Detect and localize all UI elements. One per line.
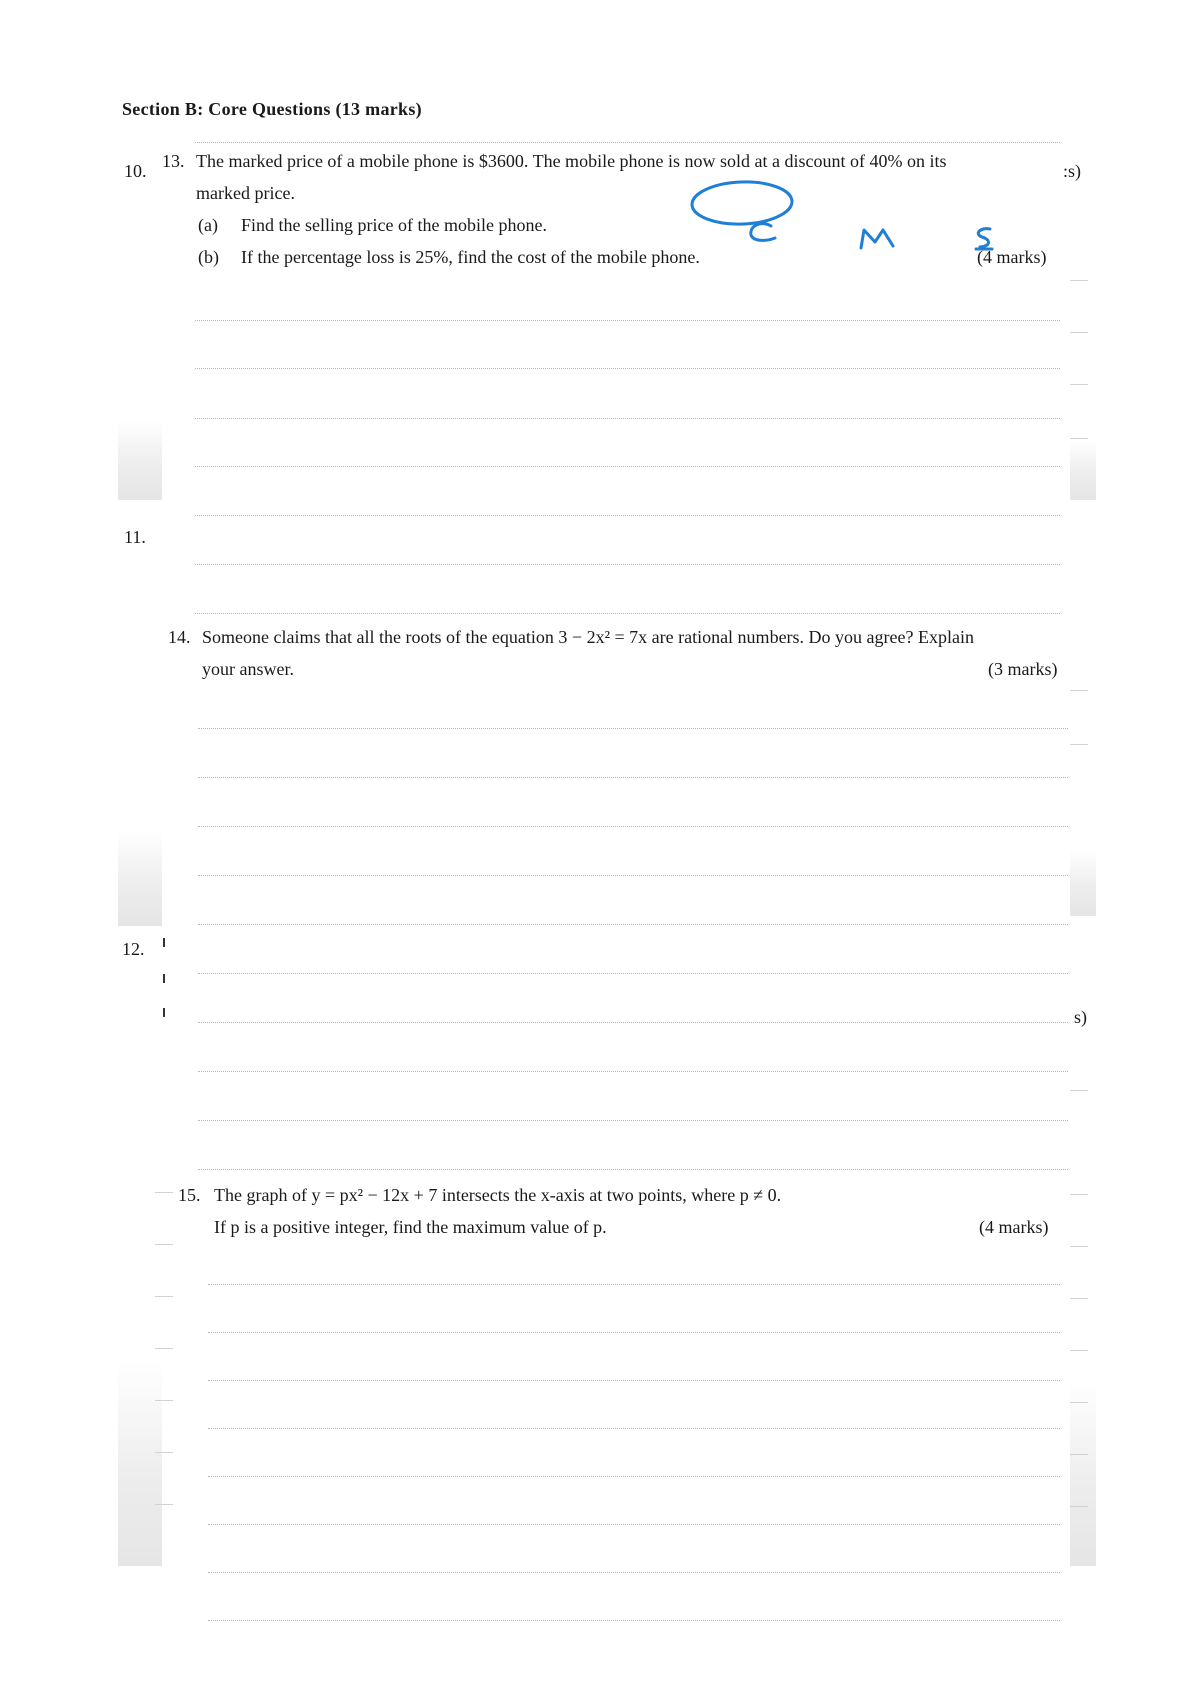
page-shadow-left [118, 1360, 162, 1566]
edge-tick [1070, 384, 1088, 385]
edge-tick [155, 1452, 173, 1453]
answer-line [208, 1524, 1060, 1525]
answer-line [195, 320, 1060, 321]
answer-line [195, 466, 1060, 467]
answer-line [198, 728, 1068, 729]
edge-tick [1070, 1246, 1088, 1247]
scan-mark [163, 1008, 165, 1017]
page-shadow-left [118, 420, 162, 500]
answer-line [208, 1428, 1060, 1429]
handwritten-letter-s [970, 224, 1000, 254]
handwritten-letter-m [857, 224, 901, 254]
answer-line [198, 973, 1068, 974]
q13-part-b-text: If the percentage loss is 25%, find the cost of the mobile phone. [241, 247, 700, 267]
edge-tick [1070, 744, 1088, 745]
margin-fragment: :s) [1063, 161, 1081, 181]
answer-line [195, 613, 1060, 614]
answer-line [198, 777, 1068, 778]
edge-tick [155, 1296, 173, 1297]
scan-mark [163, 974, 165, 983]
page-shadow-right [1070, 850, 1096, 916]
margin-number: 11. [124, 527, 146, 547]
answer-line [195, 418, 1060, 419]
page-shadow-left [118, 830, 162, 926]
margin-fragment: s) [1074, 1007, 1087, 1027]
edge-tick [155, 1244, 173, 1245]
q13-part-a-label: (a) [198, 215, 218, 235]
q14-text-line2: your answer. [202, 659, 294, 679]
edge-tick [1070, 1350, 1088, 1351]
handwritten-letter-c-stroke [743, 218, 783, 248]
edge-tick [1070, 1454, 1088, 1455]
edge-tick [1070, 280, 1088, 281]
edge-tick [155, 1348, 173, 1349]
answer-line [198, 924, 1068, 925]
answer-line [198, 1120, 1068, 1121]
answer-line [208, 1572, 1060, 1573]
edge-tick [1070, 690, 1088, 691]
handwritten-letter-m-stroke [857, 224, 901, 254]
q14-marks: (3 marks) [988, 659, 1058, 679]
q15-text-line2: If p is a positive integer, find the maximum value of p. [214, 1217, 607, 1237]
margin-number: 12. [122, 939, 145, 959]
answer-line [195, 368, 1060, 369]
edge-tick [1070, 1090, 1088, 1091]
edge-tick [155, 1192, 173, 1193]
handwritten-letter-s-stroke [970, 224, 1000, 254]
answer-line [208, 1380, 1060, 1381]
answer-line [208, 1476, 1060, 1477]
q13-part-b-label: (b) [198, 247, 219, 267]
edge-tick [1070, 1298, 1088, 1299]
page-shadow-right [1070, 1380, 1096, 1566]
answer-line [198, 875, 1068, 876]
answer-line [198, 1071, 1068, 1072]
answer-line [208, 1284, 1060, 1285]
edge-tick [1070, 438, 1088, 439]
edge-tick [1070, 1194, 1088, 1195]
q15-marks: (4 marks) [979, 1217, 1049, 1237]
scan-mark [163, 938, 165, 947]
edge-tick [1070, 332, 1088, 333]
page-shadow-right [1070, 440, 1096, 500]
q13-text-line1: The marked price of a mobile phone is $3600. The mobile phone is now sold at a discount of 40% on its [196, 151, 947, 171]
answer-line [198, 1169, 1068, 1170]
section-title: Section B: Core Questions (13 marks) [122, 99, 422, 119]
q14-text-line1: Someone claims that all the roots of the equation 3 − 2x² = 7x are rational numbers. Do you agree? Explain [202, 627, 974, 647]
q13-text-line2: marked price. [196, 183, 295, 203]
q13-marks: (4 marks) [977, 247, 1047, 267]
margin-number: 10. [124, 161, 147, 181]
handwritten-letter-c [743, 218, 783, 248]
answer-line [198, 826, 1068, 827]
answer-line [195, 515, 1060, 516]
header-rule [195, 142, 1060, 143]
q15-number: 15. [178, 1185, 201, 1205]
edge-tick [1070, 1506, 1088, 1507]
q13-number: 13. [162, 151, 185, 171]
edge-tick [1070, 1402, 1088, 1403]
answer-line [208, 1620, 1060, 1621]
answer-line [198, 1022, 1068, 1023]
q15-text-line1: The graph of y = px² − 12x + 7 intersects the x-axis at two points, where p ≠ 0. [214, 1185, 782, 1205]
edge-tick [155, 1504, 173, 1505]
q13-part-a-text: Find the selling price of the mobile phone. [241, 215, 547, 235]
answer-line [208, 1332, 1060, 1333]
edge-tick [155, 1400, 173, 1401]
q14-number: 14. [168, 627, 191, 647]
answer-line [195, 564, 1060, 565]
